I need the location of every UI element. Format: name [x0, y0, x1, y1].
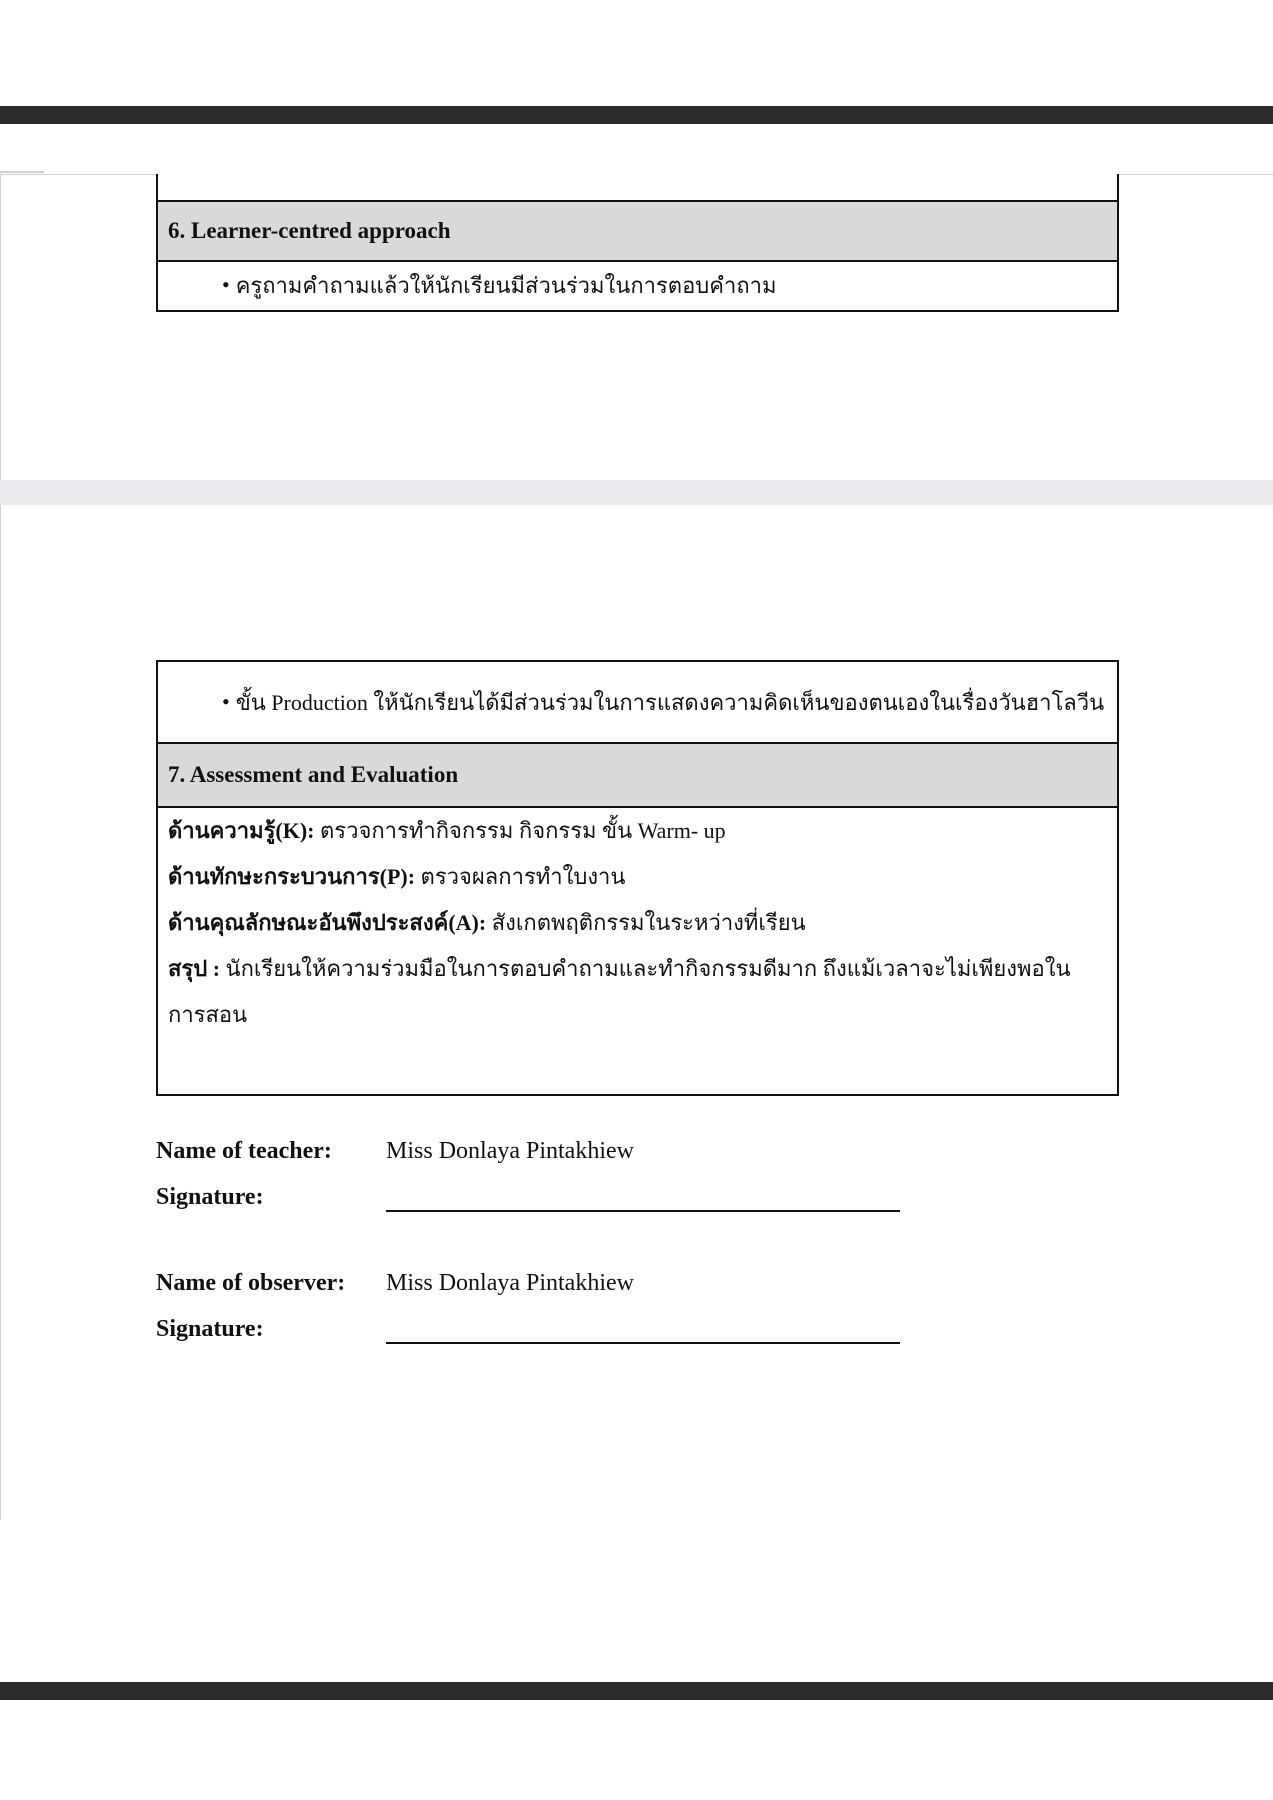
observer-name: Miss Donlaya Pintakhiew	[386, 1270, 634, 1296]
knowledge-line	[168, 808, 1097, 854]
observer-signature-row	[156, 1316, 956, 1362]
page-left-edge	[0, 505, 1, 1520]
signature-label: Signature:	[156, 1316, 264, 1342]
assessment-table	[156, 660, 1119, 1096]
section-heading-text: 7. Assessment and Evaluation	[168, 762, 459, 787]
learner-centred-table	[156, 174, 1119, 312]
section-heading-text: 6. Learner-centred approach	[168, 218, 451, 243]
attitude-label: ด้านคุณลักษณะอันพึงประสงค์(A):	[168, 910, 487, 935]
teacher-label: Name of teacher:	[156, 1138, 332, 1164]
learner-centred-bullet	[158, 262, 1117, 308]
knowledge-label: ด้านความรู้(K):	[168, 818, 315, 843]
process-text: ตรวจผลการทำใบงาน	[420, 864, 626, 889]
teacher-signature-row	[156, 1184, 956, 1230]
top-dark-bar	[0, 106, 1273, 124]
teacher-name-row	[156, 1138, 956, 1184]
page-edge-tab	[0, 171, 44, 173]
section-heading-learner-centred	[158, 200, 1117, 262]
observer-signature-block	[156, 1270, 956, 1362]
attitude-line	[168, 900, 1097, 946]
process-label: ด้านทักษะกระบวนการ(P):	[168, 864, 416, 889]
assessment-content	[168, 808, 1097, 1038]
attitude-text: สังเกตพฤติกรรมในระหว่างที่เรียน	[491, 910, 806, 935]
bullet-text: ครูถามคำถามแล้วให้นักเรียนมีส่วนร่วมในการตอบคำถาม	[235, 272, 777, 298]
observer-label: Name of observer:	[156, 1270, 346, 1296]
signature-line	[386, 1210, 900, 1212]
bullet-icon: •	[222, 272, 230, 297]
signature-label: Signature:	[156, 1184, 264, 1210]
summary-line	[168, 946, 1097, 1038]
bullet-text: ขั้น Production ให้นักเรียนได้มีส่วนร่วมในการแสดงความคิดเห็นของตนเองในเรื่องวันฮาโลวีน	[235, 689, 1105, 715]
process-line	[168, 854, 1097, 900]
summary-text: นักเรียนให้ความร่วมมือในการตอบคำถามและทำกิจกรรมดีมาก ถึงแม้เวลาจะไม่เพียงพอในการสอน	[168, 956, 1071, 1027]
summary-label: สรุป :	[168, 956, 221, 981]
teacher-name: Miss Donlaya Pintakhiew	[386, 1138, 634, 1164]
page-left-edge	[0, 175, 1, 480]
production-bullet	[158, 662, 1117, 742]
section-heading-assessment	[158, 742, 1117, 808]
teacher-signature-block	[156, 1138, 956, 1230]
page-gap	[0, 480, 1273, 505]
knowledge-text: ตรวจการทำกิจกรรม กิจกรรม ขั้น Warm- up	[320, 818, 726, 843]
bullet-icon: •	[222, 689, 230, 714]
signature-line	[386, 1342, 900, 1344]
bottom-dark-bar	[0, 1682, 1273, 1700]
observer-name-row	[156, 1270, 956, 1316]
